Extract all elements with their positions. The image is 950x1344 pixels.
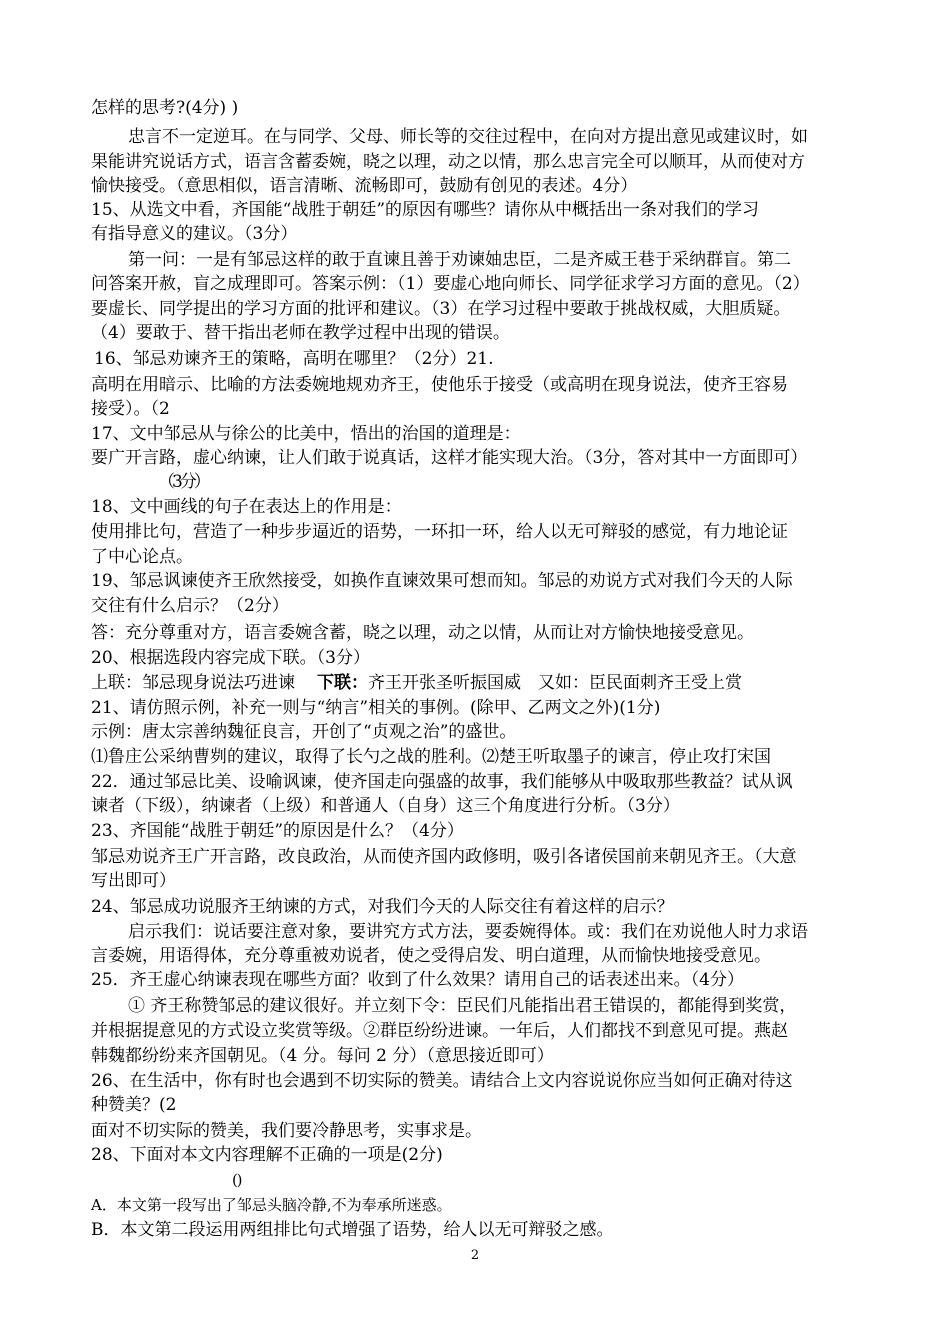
lower-couplet: 齐王开张圣听振国威 又如：臣民面刺齐王受上赏 [368, 673, 742, 693]
text-line: 忠言不一定逆耳。在与同学、父母、师长等的交往过程中，在向对方提出意见或建议时，如 [128, 127, 808, 147]
question-line: 18、文中画线的句子在表达上的作用是： [91, 497, 402, 517]
question-line: 16、邹忌劝谏齐王的策略，高明在哪里？（2分）21. [94, 349, 494, 369]
answer-line [91, 672, 881, 696]
option-a: A．本文第一段写出了邹忌头脑冷静,不为奉承所迷惑。 [91, 1196, 452, 1214]
option-b: B．本文第二段运用两组排比句式增强了语势，给人以无可辩驳之感。 [91, 1220, 614, 1240]
answer-line: ⑴鲁庄公采纳曹刿的建议，取得了长勺之战的胜利。⑵楚王听取墨子的谏言，停止攻打宋国 [91, 747, 771, 767]
answer-line: 了中心论点。 [91, 547, 193, 567]
text-line: （3分） [158, 472, 208, 492]
answer-line: 写出即可） [91, 871, 176, 891]
answer-line: 要广开言路，虚心纳谏，让人们敢于说真话，这样才能实现大治。（3分，答对其中一方面即可） [91, 448, 808, 468]
question-line: 有指导意义的建议。（3分） [91, 224, 298, 244]
question-line: 种赞美？(2 [91, 1095, 177, 1115]
question-line: 23、齐国能“战胜于朝廷”的原因是什么？（4分） [91, 821, 464, 841]
question-line: 22．通过邹忌比美、设喻讽谏，使齐国走向强盛的故事，我们能够从中吸取那些教益？试从讽 [91, 772, 793, 792]
answer-line: 邹忌劝说齐王广开言路，改良政治，从而使齐国内政修明，吸引各诸侯国前来朝见齐王。（大意 [91, 847, 797, 867]
text-line: 示例：唐太宗善纳魏征良言，开创了“贞观之治”的盛世。 [91, 722, 517, 742]
answer-line: 问答案开赦，盲之成理即可。答案示例：（1）要虚心地向师长、同学征求学习方面的意见。（2） [91, 274, 810, 294]
text-line: 愉快接受。（意思相似，语言清晰、流畅即可，鼓励有创见的表述。4分） [91, 176, 638, 196]
answer-line: ① 齐王称赞邹忌的建议很好。并立刻下令：臣民们凡能指出君王错误的，都能得到奖赏， [128, 996, 797, 1016]
answer-line: 答：充分尊重对方，语言委婉含蓄，晓之以理，动之以情，从而让对方愉快地接受意见。 [91, 623, 754, 643]
question-line: 17、文中邹忌从与徐公的比美中，悟出的治国的道理是： [91, 424, 521, 444]
answer-line: 并根据提意见的方式设立奖赏等级。②群臣纷纷进谏。一年后，人们都找不到意见可提。燕赵 [91, 1021, 788, 1041]
answer-line: 面对不切实际的赞美，我们要冷静思考，实事求是。 [91, 1121, 482, 1141]
lower-couplet-label: 下联： [317, 673, 368, 693]
question-line: 谏者（下级），纳谏者（上级）和普通人（自身）这三个角度进行分析。（3分） [91, 796, 680, 816]
question-line: 15、从选文中看，齐国能“战胜于朝廷”的原因有哪些？请你从中概括出一条对我们的学习 [91, 200, 760, 220]
answer-line: 要虚长、同学提出的学习方面的批评和建议。（3）在学习过程中要敢于挑战权威，大胆质疑。 [91, 299, 791, 319]
upper-couplet: 上联：邹忌现身说法巧进谏 [91, 673, 295, 693]
question-line: 19、邹忌讽谏使齐王欣然接受，如换作直谏效果可想而知。邹忌的劝说方式对我们今天的人际 [91, 571, 793, 591]
text-line: 果能讲究说话方式，语言含蓄委婉，晓之以理，动之以情，那么忠言完全可以顺耳，从而使对方 [91, 152, 805, 172]
question-line: 25．齐王虚心纳谏表现在哪些方面？收到了什么效果？请用自己的话表述出来。（4分） [91, 970, 744, 990]
answer-line: 接受）。（2 [91, 399, 170, 419]
page-number: 2 [470, 1248, 480, 1263]
answer-line: 韩魏都纷纷来齐国朝见。（4 分。每问 2 分）（意思接近即可） [91, 1046, 554, 1066]
answer-line: 高明在用暗示、比喻的方法委婉地规劝齐王，使他乐于接受（或高明在现身说法，使齐王容易 [91, 375, 788, 395]
text-line: 怎样的思考?(4分) ) [91, 98, 239, 118]
question-line: 21、请仿照示例，补充一则与“纳言”相关的事例。(除甲、乙两文之外)(1分) [91, 698, 661, 718]
question-line: 24、邹忌成功说服齐王纳谏的方式，对我们今天的人际交往有着这样的启示？ [91, 897, 674, 917]
question-line: 26、在生活中，你有时也会遇到不切实际的赞美。请结合上文内容说说你应当如何正确对待这 [91, 1071, 793, 1091]
answer-line: 使用排比句，营造了一种步步逼近的语势，一环扣一环，给人以无可辩驳的感觉，有力地论证 [91, 522, 788, 542]
question-line: 20、根据选段内容完成下联。（3分） [91, 648, 370, 668]
answer-line: 第一问：一是有邹忌这样的敢于直谏且善于劝谏妯忠臣，二是齐威王巷于采纳群盲。第二 [128, 250, 791, 270]
answer-line: 言委婉，用语得体，充分尊重被劝说者，使之受得启发、明白道理，从而愉快地接受意见。 [91, 946, 771, 966]
answer-blank: ( ) [232, 1171, 240, 1189]
answer-line: 启示我们：说话要注意对象，要讲究方式方法，要委婉得体。或：我们在劝说他人时力求语 [128, 922, 808, 942]
question-line: 交往有什么启示？（2分） [91, 596, 289, 616]
question-line: 28、下面对本文内容理解不正确的一项是(2分) [91, 1145, 443, 1165]
answer-line: （4）要敢于、替干指出老师在教学过程中出现的错误。 [91, 323, 510, 343]
